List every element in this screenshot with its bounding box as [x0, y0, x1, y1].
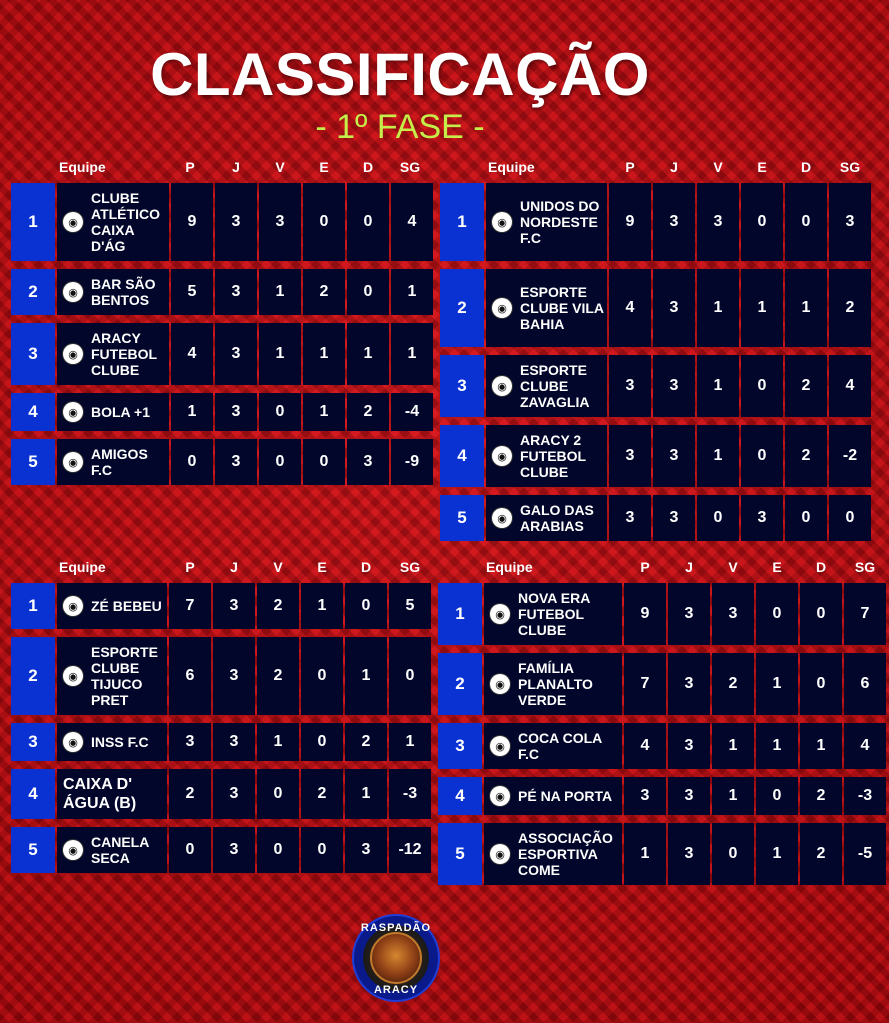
shield-icon: ◉: [492, 446, 512, 466]
stat-d-cell: 2: [347, 393, 389, 431]
shield-icon: ◉: [492, 298, 512, 318]
stat-p-cell: 4: [171, 323, 213, 385]
team-name: ESPORTE CLUBE VILA BAHIA: [520, 284, 604, 332]
stat-v-cell: 3: [712, 583, 754, 645]
position-cell: 1: [11, 583, 55, 629]
column-header-v: V: [713, 159, 723, 175]
column-header-sg: SG: [399, 559, 421, 575]
stat-p-cell: 3: [609, 355, 651, 417]
shield-icon: ◉: [63, 212, 83, 232]
shield-icon: ◉: [63, 666, 83, 686]
stat-sg-cell: 1: [391, 323, 433, 385]
stat-j-cell: 3: [213, 827, 255, 873]
stat-sg-cell: 3: [829, 183, 871, 261]
shield-icon: ◉: [492, 212, 512, 232]
stat-d-cell: 2: [800, 777, 842, 815]
shield-icon: ◉: [490, 604, 510, 624]
position-cell: 4: [11, 769, 55, 819]
position-cell: 5: [438, 823, 482, 885]
position-cell: 1: [438, 583, 482, 645]
position-cell: 2: [11, 269, 55, 315]
stat-p-cell: 6: [169, 637, 211, 715]
stat-sg-cell: 0: [829, 495, 871, 541]
stat-v-cell: 1: [697, 425, 739, 487]
stat-p-cell: 4: [624, 723, 666, 769]
position-cell: 1: [440, 183, 484, 261]
stat-v-cell: 2: [712, 653, 754, 715]
team-cell: [486, 495, 607, 541]
column-header-p: P: [625, 159, 635, 175]
stat-sg-cell: 0: [389, 637, 431, 715]
team-name: CLUBE ATLÉTICO CAIXA D'ÁG: [91, 190, 160, 254]
table-row: [0, 583, 889, 645]
table-row: [0, 653, 889, 715]
stat-e-cell: 1: [303, 393, 345, 431]
stat-v-cell: 3: [259, 183, 301, 261]
column-header-j: J: [670, 159, 678, 175]
team-name: CAIXA D' ÁGUA (B): [63, 776, 137, 812]
stat-j-cell: 3: [668, 777, 710, 815]
page-subtitle: - 1º FASE -: [315, 108, 485, 146]
position-cell: 2: [438, 653, 482, 715]
stat-j-cell: 3: [653, 495, 695, 541]
stat-e-cell: 0: [741, 355, 783, 417]
position-cell: 4: [438, 777, 482, 815]
column-header-j: J: [685, 559, 693, 575]
stat-j-cell: 3: [668, 723, 710, 769]
stat-sg-cell: 2: [829, 269, 871, 347]
stat-sg-cell: 4: [844, 723, 886, 769]
stat-p-cell: 0: [169, 827, 211, 873]
team-cell: [484, 653, 622, 715]
stat-d-cell: 1: [347, 323, 389, 385]
stat-v-cell: 0: [712, 823, 754, 885]
column-header-j: J: [232, 159, 240, 175]
stat-e-cell: 1: [756, 723, 798, 769]
logo-bottom-text: ARACY: [373, 984, 419, 996]
stat-d-cell: 0: [347, 269, 389, 315]
stat-e-cell: 0: [301, 637, 343, 715]
position-cell: 3: [438, 723, 482, 769]
position-cell: 1: [11, 183, 55, 261]
page-title: CLASSIFICAÇÃO: [150, 41, 650, 108]
position-cell: 3: [11, 723, 55, 761]
stat-j-cell: 3: [215, 393, 257, 431]
stat-sg-cell: 4: [391, 183, 433, 261]
column-header-v: V: [273, 559, 283, 575]
stat-v-cell: 0: [259, 393, 301, 431]
stat-p-cell: 1: [624, 823, 666, 885]
stat-d-cell: 0: [800, 583, 842, 645]
stat-p-cell: 7: [169, 583, 211, 629]
stat-d-cell: 3: [345, 827, 387, 873]
position-cell: 2: [440, 269, 484, 347]
stat-v-cell: 1: [259, 269, 301, 315]
team-name: CANELA SECA: [91, 834, 149, 866]
stat-e-cell: 3: [741, 495, 783, 541]
stat-e-cell: 0: [741, 183, 783, 261]
position-cell: 5: [11, 827, 55, 873]
stat-e-cell: 0: [303, 183, 345, 261]
team-cell: [484, 777, 622, 815]
column-header-sg: SG: [854, 559, 876, 575]
column-header-v: V: [275, 159, 285, 175]
stat-v-cell: 1: [712, 777, 754, 815]
team-name: BAR SÃO BENTOS: [91, 276, 156, 308]
stat-p-cell: 5: [171, 269, 213, 315]
stat-p-cell: 9: [609, 183, 651, 261]
stat-e-cell: 0: [741, 425, 783, 487]
stat-j-cell: 3: [213, 637, 255, 715]
stat-v-cell: 0: [259, 439, 301, 485]
table-row: [0, 777, 889, 815]
stat-p-cell: 3: [609, 425, 651, 487]
stat-d-cell: 2: [785, 425, 827, 487]
position-cell: 5: [11, 439, 55, 485]
shield-icon: ◉: [63, 344, 83, 364]
table-row: [0, 355, 889, 417]
column-header-e: E: [757, 159, 767, 175]
position-cell: 3: [11, 323, 55, 385]
stat-e-cell: 1: [301, 583, 343, 629]
team-name: COCA COLA F.C: [518, 730, 602, 762]
column-header-team: Equipe: [486, 559, 533, 575]
stat-p-cell: 3: [624, 777, 666, 815]
stat-sg-cell: 1: [391, 269, 433, 315]
stat-j-cell: 3: [213, 723, 255, 761]
position-cell: 2: [11, 637, 55, 715]
stat-sg-cell: 4: [829, 355, 871, 417]
stat-d-cell: 0: [785, 495, 827, 541]
stat-d-cell: 2: [800, 823, 842, 885]
stat-p-cell: 3: [609, 495, 651, 541]
stat-p-cell: 2: [169, 769, 211, 819]
shield-icon: ◉: [63, 452, 83, 472]
column-header-e: E: [772, 559, 782, 575]
team-name: GALO DAS ARABIAS: [520, 502, 594, 534]
column-header-sg: SG: [399, 159, 421, 175]
stat-j-cell: 3: [668, 583, 710, 645]
stat-sg-cell: 5: [389, 583, 431, 629]
stat-j-cell: 3: [653, 183, 695, 261]
table-row: [0, 723, 889, 769]
stat-j-cell: 3: [215, 269, 257, 315]
stat-v-cell: 1: [257, 723, 299, 761]
shield-icon: ◉: [490, 844, 510, 864]
stat-e-cell: 2: [301, 769, 343, 819]
stat-d-cell: 1: [785, 269, 827, 347]
table-row: [0, 823, 889, 885]
stat-j-cell: 3: [213, 769, 255, 819]
stat-e-cell: 0: [301, 723, 343, 761]
table-row: [0, 183, 889, 261]
shield-icon: ◉: [63, 402, 83, 422]
stat-v-cell: 3: [697, 183, 739, 261]
shield-icon: ◉: [63, 282, 83, 302]
column-header-sg: SG: [839, 159, 861, 175]
shield-icon: ◉: [490, 786, 510, 806]
stat-d-cell: 2: [345, 723, 387, 761]
column-header-e: E: [319, 159, 329, 175]
team-name: AMIGOS F.C: [91, 446, 148, 478]
team-cell: [484, 823, 622, 885]
shield-icon: ◉: [490, 674, 510, 694]
stat-p-cell: 9: [624, 583, 666, 645]
stat-d-cell: 3: [347, 439, 389, 485]
stat-d-cell: 1: [800, 723, 842, 769]
stat-j-cell: 3: [653, 425, 695, 487]
team-cell: [486, 269, 607, 347]
team-cell: [486, 183, 607, 261]
stat-sg-cell: 6: [844, 653, 886, 715]
stat-d-cell: 1: [345, 769, 387, 819]
stat-e-cell: 0: [756, 583, 798, 645]
stat-j-cell: 3: [215, 323, 257, 385]
column-header-d: D: [360, 559, 372, 575]
stat-p-cell: 9: [171, 183, 213, 261]
stat-sg-cell: -2: [829, 425, 871, 487]
stat-sg-cell: -5: [844, 823, 886, 885]
position-cell: 4: [11, 393, 55, 431]
stat-v-cell: 2: [257, 583, 299, 629]
team-name: INSS F.C: [91, 734, 149, 750]
stat-sg-cell: -9: [391, 439, 433, 485]
stat-j-cell: 3: [653, 269, 695, 347]
column-header-p: P: [185, 159, 195, 175]
team-name: UNIDOS DO NORDESTE F.C: [520, 198, 600, 246]
stat-e-cell: 1: [756, 823, 798, 885]
stat-j-cell: 3: [213, 583, 255, 629]
team-cell: [484, 583, 622, 645]
stat-j-cell: 3: [215, 439, 257, 485]
raspadao-aracy-logo: [352, 914, 440, 1002]
team-name: ARACY FUTEBOL CLUBE: [91, 330, 157, 378]
stat-d-cell: 2: [785, 355, 827, 417]
shield-icon: ◉: [492, 508, 512, 528]
stat-v-cell: 1: [697, 355, 739, 417]
table-row: [0, 495, 889, 541]
logo-top-text: RASPADÃO: [360, 922, 432, 934]
stat-d-cell: 0: [800, 653, 842, 715]
team-name: ZÉ BEBEU: [91, 598, 162, 614]
stat-v-cell: 2: [257, 637, 299, 715]
stat-e-cell: 0: [756, 777, 798, 815]
column-header-d: D: [362, 159, 374, 175]
position-cell: 4: [440, 425, 484, 487]
stat-p-cell: 7: [624, 653, 666, 715]
shield-icon: ◉: [63, 732, 83, 752]
column-header-team: Equipe: [59, 559, 106, 575]
stat-sg-cell: 7: [844, 583, 886, 645]
column-header-p: P: [640, 559, 650, 575]
stat-v-cell: 0: [697, 495, 739, 541]
stat-sg-cell: -12: [389, 827, 431, 873]
stat-v-cell: 1: [259, 323, 301, 385]
stat-sg-cell: -3: [844, 777, 886, 815]
stat-v-cell: 1: [697, 269, 739, 347]
team-name: ESPORTE CLUBE TIJUCO PRET: [91, 644, 158, 708]
stat-p-cell: 0: [171, 439, 213, 485]
column-header-j: J: [230, 559, 238, 575]
stat-d-cell: 0: [785, 183, 827, 261]
position-cell: 3: [440, 355, 484, 417]
column-header-p: P: [185, 559, 195, 575]
team-cell: [486, 425, 607, 487]
tiger-emblem-icon: [370, 932, 422, 984]
team-name: ESPORTE CLUBE ZAVAGLIA: [520, 362, 590, 410]
shield-icon: ◉: [492, 376, 512, 396]
stat-j-cell: 3: [668, 823, 710, 885]
column-header-v: V: [728, 559, 738, 575]
stat-d-cell: 0: [347, 183, 389, 261]
shield-icon: ◉: [63, 596, 83, 616]
team-name: NOVA ERA FUTEBOL CLUBE: [518, 590, 590, 638]
stat-j-cell: 3: [215, 183, 257, 261]
stat-e-cell: 2: [303, 269, 345, 315]
team-cell: [484, 723, 622, 769]
stat-j-cell: 3: [668, 653, 710, 715]
stat-sg-cell: -4: [391, 393, 433, 431]
team-name: PÉ NA PORTA: [518, 788, 613, 804]
column-header-e: E: [317, 559, 327, 575]
column-header-d: D: [815, 559, 827, 575]
stat-d-cell: 1: [345, 637, 387, 715]
shield-icon: ◉: [490, 736, 510, 756]
stat-p-cell: 3: [169, 723, 211, 761]
column-header-team: Equipe: [488, 159, 535, 175]
team-name: FAMÍLIA PLANALTO VERDE: [518, 660, 593, 708]
stat-d-cell: 0: [345, 583, 387, 629]
team-name: ASSOCIAÇÃO ESPORTIVA COME: [518, 830, 613, 878]
position-cell: 5: [440, 495, 484, 541]
column-header-d: D: [800, 159, 812, 175]
shield-icon: ◉: [63, 840, 83, 860]
stat-e-cell: 1: [756, 653, 798, 715]
column-header-team: Equipe: [59, 159, 106, 175]
stat-p-cell: 4: [609, 269, 651, 347]
team-name: ARACY 2 FUTEBOL CLUBE: [520, 432, 586, 480]
team-name: BOLA +1: [91, 404, 150, 420]
stat-e-cell: 0: [301, 827, 343, 873]
stat-sg-cell: 1: [389, 723, 431, 761]
table-row: [0, 269, 889, 347]
stat-e-cell: 0: [303, 439, 345, 485]
stat-v-cell: 1: [712, 723, 754, 769]
stat-v-cell: 0: [257, 769, 299, 819]
stat-e-cell: 1: [741, 269, 783, 347]
stat-j-cell: 3: [653, 355, 695, 417]
stat-e-cell: 1: [303, 323, 345, 385]
team-cell: [486, 355, 607, 417]
stat-p-cell: 1: [171, 393, 213, 431]
stat-sg-cell: -3: [389, 769, 431, 819]
table-row: [0, 425, 889, 487]
stat-v-cell: 0: [257, 827, 299, 873]
